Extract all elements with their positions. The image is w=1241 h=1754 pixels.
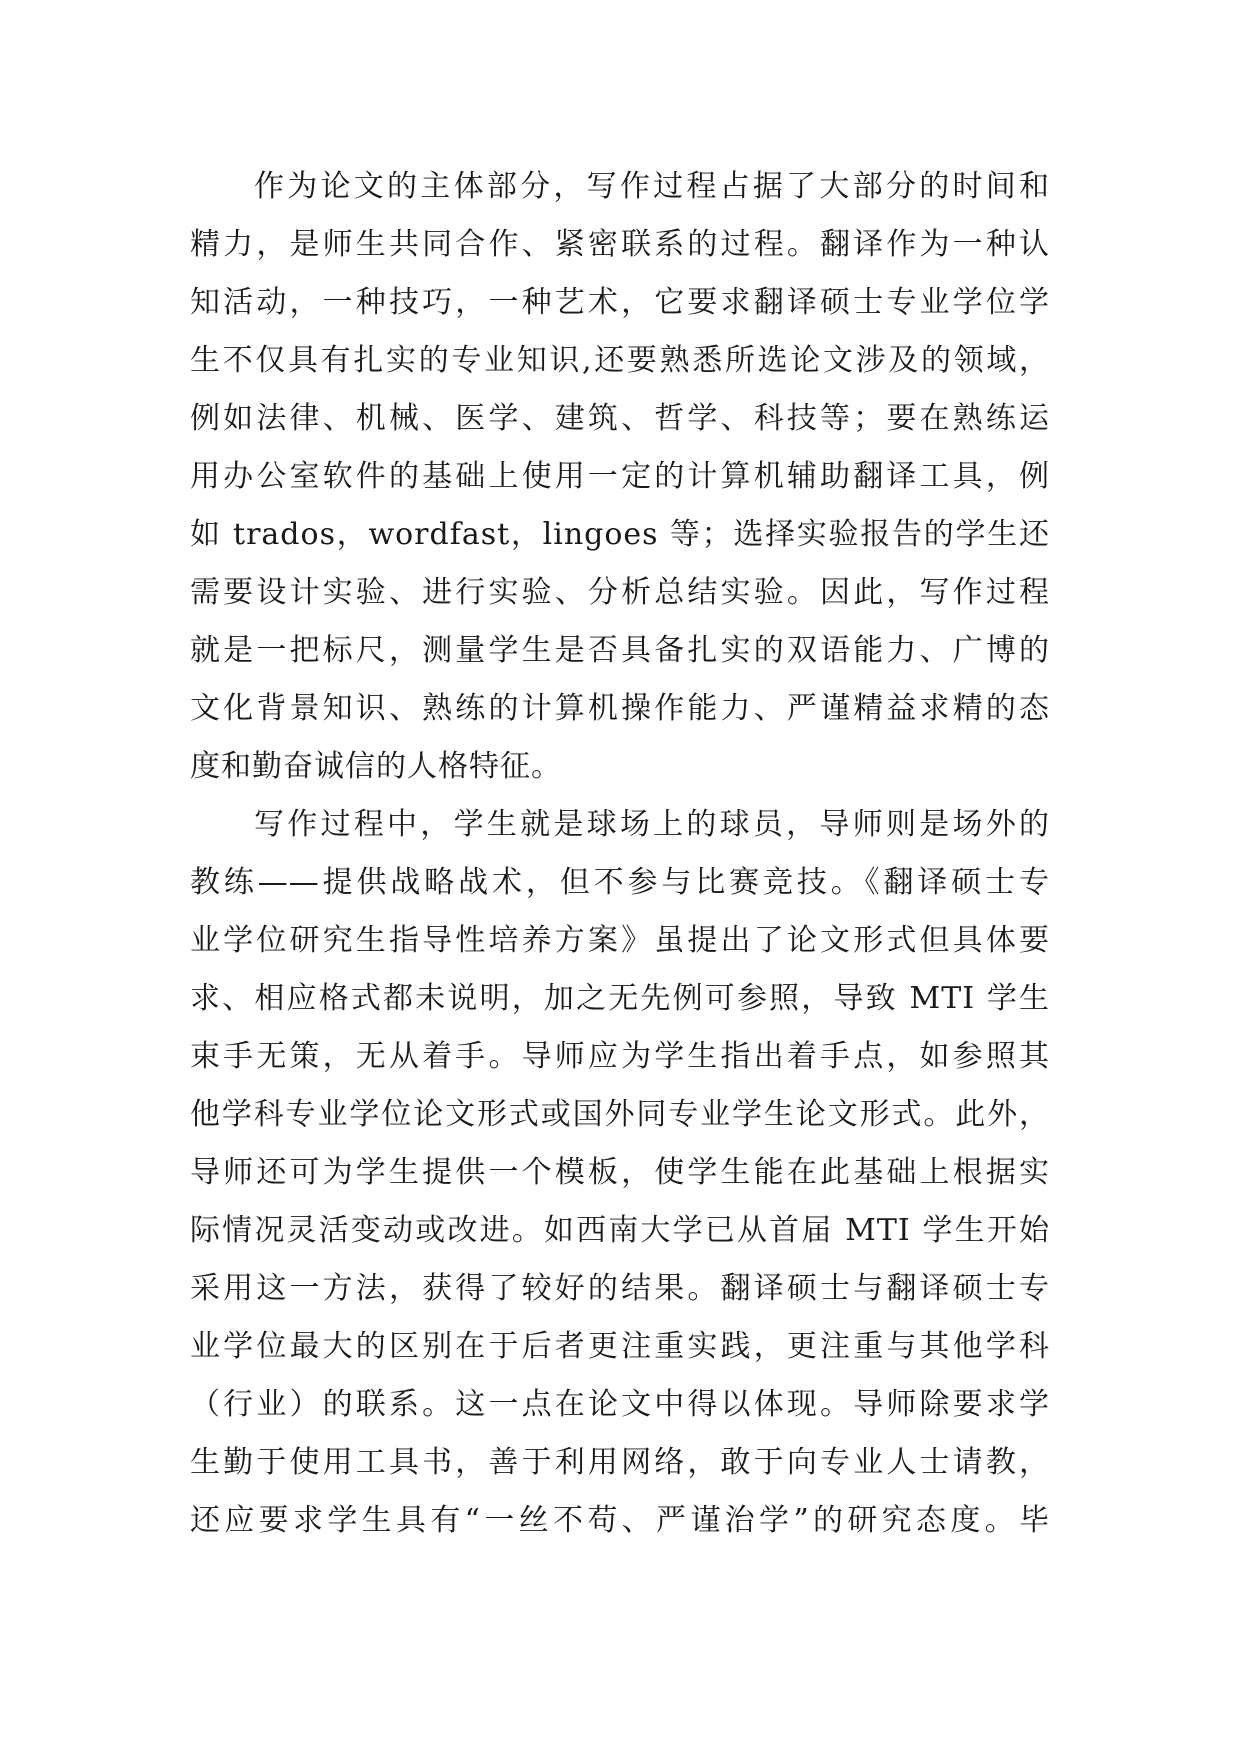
paragraph-2 bbox=[190, 796, 1050, 1550]
text-line: 就是一把标尺，测量学生是否具备扎实的双语能力、广博的 bbox=[190, 633, 1050, 668]
text-line: 如 trados，wordfast，lingoes 等；选择实验报告的学生还 bbox=[190, 517, 1050, 552]
text-line: 他学科专业学位论文形式或国外同专业学生论文形式。此外， bbox=[190, 1097, 1050, 1132]
text-line: 生勤于使用工具书，善于利用网络，敢于向专业人士请教， bbox=[190, 1445, 1050, 1480]
text-line: 文化背景知识、熟练的计算机操作能力、严谨精益求精的态 bbox=[190, 691, 1050, 726]
text-line: 际情况灵活变动或改进。如西南大学已从首届 MTI 学生开始 bbox=[190, 1213, 1050, 1248]
text-line: 度和勤奋诚信的人格特征。 bbox=[190, 749, 562, 784]
text-line: 用办公室软件的基础上使用一定的计算机辅助翻译工具，例 bbox=[190, 459, 1050, 494]
text-line: 采用这一方法，获得了较好的结果。翻译硕士与翻译硕士专 bbox=[190, 1271, 1050, 1306]
paragraph-1 bbox=[190, 158, 1050, 796]
text-line: （行业）的联系。这一点在论文中得以体现。导师除要求学 bbox=[190, 1387, 1050, 1422]
text-line: 精力，是师生共同合作、紧密联系的过程。翻译作为一种认 bbox=[190, 227, 1050, 262]
text-line: 生不仅具有扎实的专业知识,还要熟悉所选论文涉及的领域， bbox=[190, 343, 1050, 378]
text-line: 导师还可为学生提供一个模板，使学生能在此基础上根据实 bbox=[190, 1155, 1050, 1190]
text-line: 需要设计实验、进行实验、分析总结实验。因此，写作过程 bbox=[190, 575, 1050, 610]
text-line: 例如法律、机械、医学、建筑、哲学、科技等；要在熟练运 bbox=[190, 401, 1050, 436]
text-line: 还应要求学生具有“一丝不苟、严谨治学”的研究态度。毕 bbox=[190, 1503, 1050, 1538]
text-line: 作为论文的主体部分，写作过程占据了大部分的时间和 bbox=[254, 169, 1050, 204]
text-line: 求、相应格式都未说明，加之无先例可参照，导致 MTI 学生 bbox=[190, 981, 1050, 1016]
text-line: 教练——提供战略战术，但不参与比赛竞技。《翻译硕士专 bbox=[190, 865, 1050, 900]
text-line: 业学位研究生指导性培养方案》虽提出了论文形式但具体要 bbox=[190, 923, 1050, 958]
body-text bbox=[190, 158, 1050, 1550]
text-line: 束手无策，无从着手。导师应为学生指出着手点，如参照其 bbox=[190, 1039, 1050, 1074]
text-line: 业学位最大的区别在于后者更注重实践，更注重与其他学科 bbox=[190, 1329, 1050, 1364]
text-line: 知活动，一种技巧，一种艺术，它要求翻译硕士专业学位学 bbox=[190, 285, 1050, 320]
text-line: 写作过程中，学生就是球场上的球员，导师则是场外的 bbox=[254, 807, 1050, 842]
